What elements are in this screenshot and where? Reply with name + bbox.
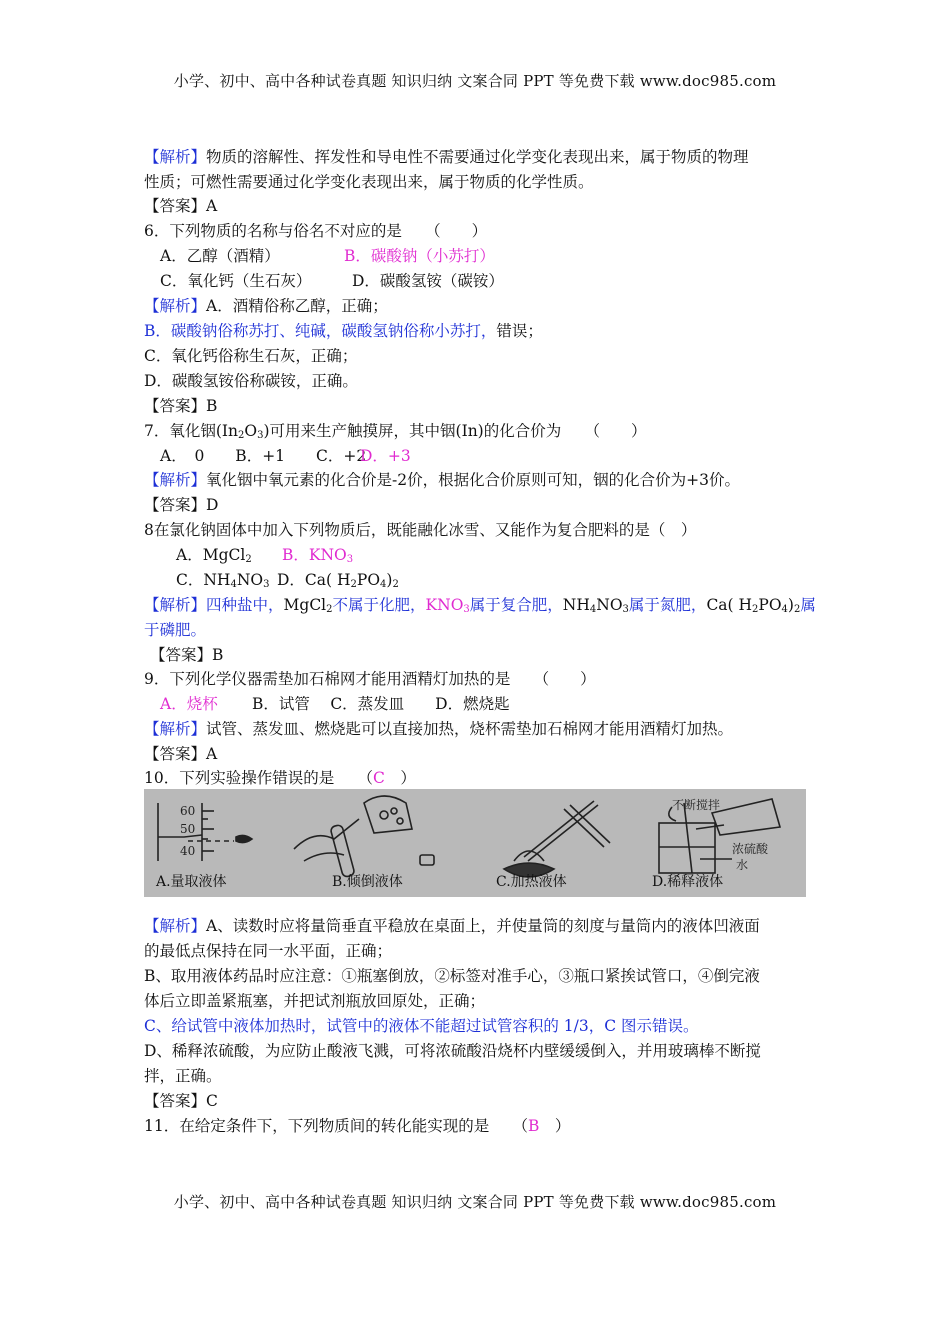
q11-stem xyxy=(144,1116,570,1136)
q8-stem: 8在氯化钠固体中加入下列物质后，既能融化冰雪、又能作为复合肥料的是（ ） xyxy=(144,521,697,539)
subscript: 2 xyxy=(326,604,333,615)
subscript: 3 xyxy=(622,604,629,615)
q10-stem xyxy=(144,768,416,788)
lab-operations-figure xyxy=(144,789,806,897)
q6-analysis-line xyxy=(144,296,388,316)
q5-analysis-line-2: 性质；可燃性需要通过化学变化表现出来，属于物质的化学性质。 xyxy=(144,173,594,191)
page-header: 小学、初中、高中各种试卷真题 知识归纳 文案合同 PPT 等免费下载 www.doc985.com xyxy=(173,72,777,90)
q8-option-b xyxy=(282,545,353,570)
q10-analysis-line-3: B、取用液体药品时应注意：①瓶塞倒放，②标签对准手心，③瓶口紧挨试管口，④倒完液 xyxy=(144,967,760,985)
q9-analysis-line xyxy=(144,719,733,739)
analysis-text: PO xyxy=(758,596,782,614)
analysis-highlight: 四种盐中， xyxy=(206,596,284,614)
acid-label: 浓硫酸 xyxy=(732,842,769,856)
analysis-tag: 【解析】 xyxy=(144,297,207,315)
q7-stem-text: O xyxy=(244,422,258,440)
subscript: 4 xyxy=(230,579,237,590)
analysis-highlight: 不属于化肥， xyxy=(332,596,426,614)
analysis-tag: 【解析】 xyxy=(144,917,207,935)
subscript: 3 xyxy=(257,430,264,441)
q6-stem: 6．下列物质的名称与俗名不对应的是 （ ） xyxy=(144,222,488,240)
q8-option-c-text: C．NH xyxy=(176,571,231,589)
subscript: 3 xyxy=(463,604,470,615)
subscript: 4 xyxy=(589,604,597,615)
q7-analysis-line xyxy=(144,470,740,490)
analysis-highlight: 属 xyxy=(800,596,816,614)
caption-c: C.加热液体 xyxy=(496,874,567,890)
subscript: 3 xyxy=(346,554,354,565)
q8-option-d-text: ) xyxy=(386,571,393,589)
subscript: 2 xyxy=(245,554,252,565)
subscript: 3 xyxy=(263,579,270,590)
analysis-text: 氧化铟中氧元素的化合价是-2价，根据化合价原则可知，铟的化合价为+3价。 xyxy=(206,471,740,489)
q9-options-bcd: B．试管 C．蒸发皿 D．燃烧匙 xyxy=(252,695,510,713)
analysis-highlight: 属于复合肥， xyxy=(469,596,563,614)
subscript: 2 xyxy=(392,579,399,590)
q11-stem-answer: B xyxy=(527,1117,540,1135)
q6-analysis-line-3: C．氧化钙俗称生石灰，正确； xyxy=(144,347,358,365)
q7-stem-text: )可用来生产触摸屏，其中铟(In)的化合价为 （ ） xyxy=(263,422,647,440)
q9-answer: 【答案】A xyxy=(144,745,218,763)
analysis-tag: 【解析】 xyxy=(144,471,207,489)
q9-stem: 9．下列化学仪器需垫加石棉网才能用酒精灯加热的是 （ ） xyxy=(144,670,596,688)
q11-stem-text: ） xyxy=(539,1117,571,1135)
q7-options-abc: A． 0 B．+1 C．+2 xyxy=(160,447,367,465)
q10-analysis-line-4: 体后立即盖紧瓶塞，并把试剂瓶放回原处，正确； xyxy=(144,992,486,1010)
caption-a: A.量取液体 xyxy=(156,874,227,890)
q10-answer: 【答案】C xyxy=(144,1092,218,1110)
panel-a-measuring-cylinder xyxy=(158,803,252,861)
q8-option-a-text: A．MgCl xyxy=(176,546,246,564)
q5-answer: 【答案】A xyxy=(144,197,218,215)
analysis-text: 试管、蒸发皿、燃烧匙可以直接加热，烧杯需垫加石棉网才能用酒精灯加热。 xyxy=(206,720,734,738)
q6-analysis-line-4: D．碳酸氢铵俗称碳铵，正确。 xyxy=(144,372,358,390)
q10-stem-answer: C xyxy=(372,769,385,787)
q9-option-a: A．烧杯 xyxy=(160,695,218,713)
q7-stem-text: 7．氧化铟(In xyxy=(144,422,239,440)
q10-analysis-line-2: 的最低点保持在同一水平面，正确； xyxy=(144,942,393,960)
q8-option-d xyxy=(277,570,399,595)
analysis-text: MgCl xyxy=(283,596,327,614)
stir-label: 不断搅拌 xyxy=(672,798,721,812)
q6-option-c: C．氧化钙（生石灰） xyxy=(160,272,312,290)
q10-analysis-line-7: 拌，正确。 xyxy=(144,1067,222,1085)
panel-b-pouring xyxy=(294,796,434,878)
analysis-highlight: B．碳酸钠俗称苏打、纯碱，碳酸氢钠俗称小苏打， xyxy=(144,322,497,340)
scale-label-40: 40 xyxy=(180,844,196,858)
q8-answer: 【答案】B xyxy=(150,646,224,664)
scale-label-50: 50 xyxy=(180,822,196,836)
subscript: 4 xyxy=(781,604,788,615)
analysis-tag: 【解析】 xyxy=(144,596,207,614)
panel-c-heating xyxy=(504,801,610,877)
q7-stem xyxy=(144,421,646,446)
analysis-text: 物质的溶解性、挥发性和导电性不需要通过化学变化表现出来，属于物质的物理 xyxy=(206,148,749,166)
caption-d: D.稀释液体 xyxy=(652,874,724,890)
q6-answer: 【答案】B xyxy=(144,397,218,415)
q8-option-d-text: D．Ca( H xyxy=(277,571,351,589)
q11-stem-text: 11．在给定条件下，下列物质间的转化能实现的是 （ xyxy=(144,1117,528,1135)
q10-stem-text: 10．下列实验操作错误的是 （ xyxy=(144,769,373,787)
analysis-tag: 【解析】 xyxy=(144,720,207,738)
q8-analysis-line xyxy=(144,595,816,620)
subscript: 2 xyxy=(238,430,245,441)
analysis-text: A、读数时应将量筒垂直平稳放在桌面上，并使量筒的刻度与量筒内的液体凹液面 xyxy=(206,917,760,935)
q8-analysis-line-2: 于磷肥。 xyxy=(144,621,207,639)
q7-answer: 【答案】D xyxy=(144,496,219,514)
q10-analysis-line xyxy=(144,916,760,936)
analysis-text: NO xyxy=(596,596,623,614)
subscript: 2 xyxy=(350,579,357,590)
q6-option-b: B．碳酸钠（小苏打） xyxy=(344,247,495,265)
q5-analysis-line xyxy=(144,147,749,167)
q8-option-a xyxy=(176,545,252,570)
q10-analysis-line-5: C、给试管中液体加热时，试管中的液体不能超过试管容积的 1/3，C 图示错误。 xyxy=(144,1017,699,1035)
q8-option-c-text: NO xyxy=(236,571,264,589)
analysis-formula: KNO xyxy=(425,596,464,614)
analysis-text: A．酒精俗称乙醇，正确； xyxy=(206,297,388,315)
analysis-text: NH xyxy=(562,596,590,614)
subscript: 2 xyxy=(752,604,759,615)
caption-b: B.倾倒液体 xyxy=(332,874,403,890)
subscript: 4 xyxy=(380,579,387,590)
subscript: 2 xyxy=(793,604,801,615)
q8-option-c xyxy=(176,570,269,595)
q6-option-d: D．碳酸氢铵（碳铵） xyxy=(352,272,504,290)
analysis-highlight: 属于氮肥， xyxy=(628,596,707,614)
page-footer: 小学、初中、高中各种试卷真题 知识归纳 文案合同 PPT 等免费下载 www.doc985.com xyxy=(173,1193,777,1211)
analysis-text: ) xyxy=(787,596,794,614)
analysis-tag: 【解析】 xyxy=(144,148,207,166)
q8-option-b-text: B．KNO xyxy=(282,546,347,564)
analysis-text: 错误； xyxy=(496,322,543,340)
q6-analysis-line-2 xyxy=(144,321,543,341)
water-label: 水 xyxy=(736,858,749,872)
analysis-text: Ca( H xyxy=(706,596,753,614)
q8-option-d-text: PO xyxy=(356,571,381,589)
q6-option-a: A．乙醇（酒精） xyxy=(160,247,280,265)
q10-stem-text: ） xyxy=(384,769,416,787)
q10-analysis-line-6: D、稀释浓硫酸，为应防止酸液飞溅，可将浓硫酸沿烧杯内壁缓缓倒入，并用玻璃棒不断搅 xyxy=(144,1042,761,1060)
scale-label-60: 60 xyxy=(180,804,196,818)
q7-option-d: D．+3 xyxy=(360,447,411,465)
